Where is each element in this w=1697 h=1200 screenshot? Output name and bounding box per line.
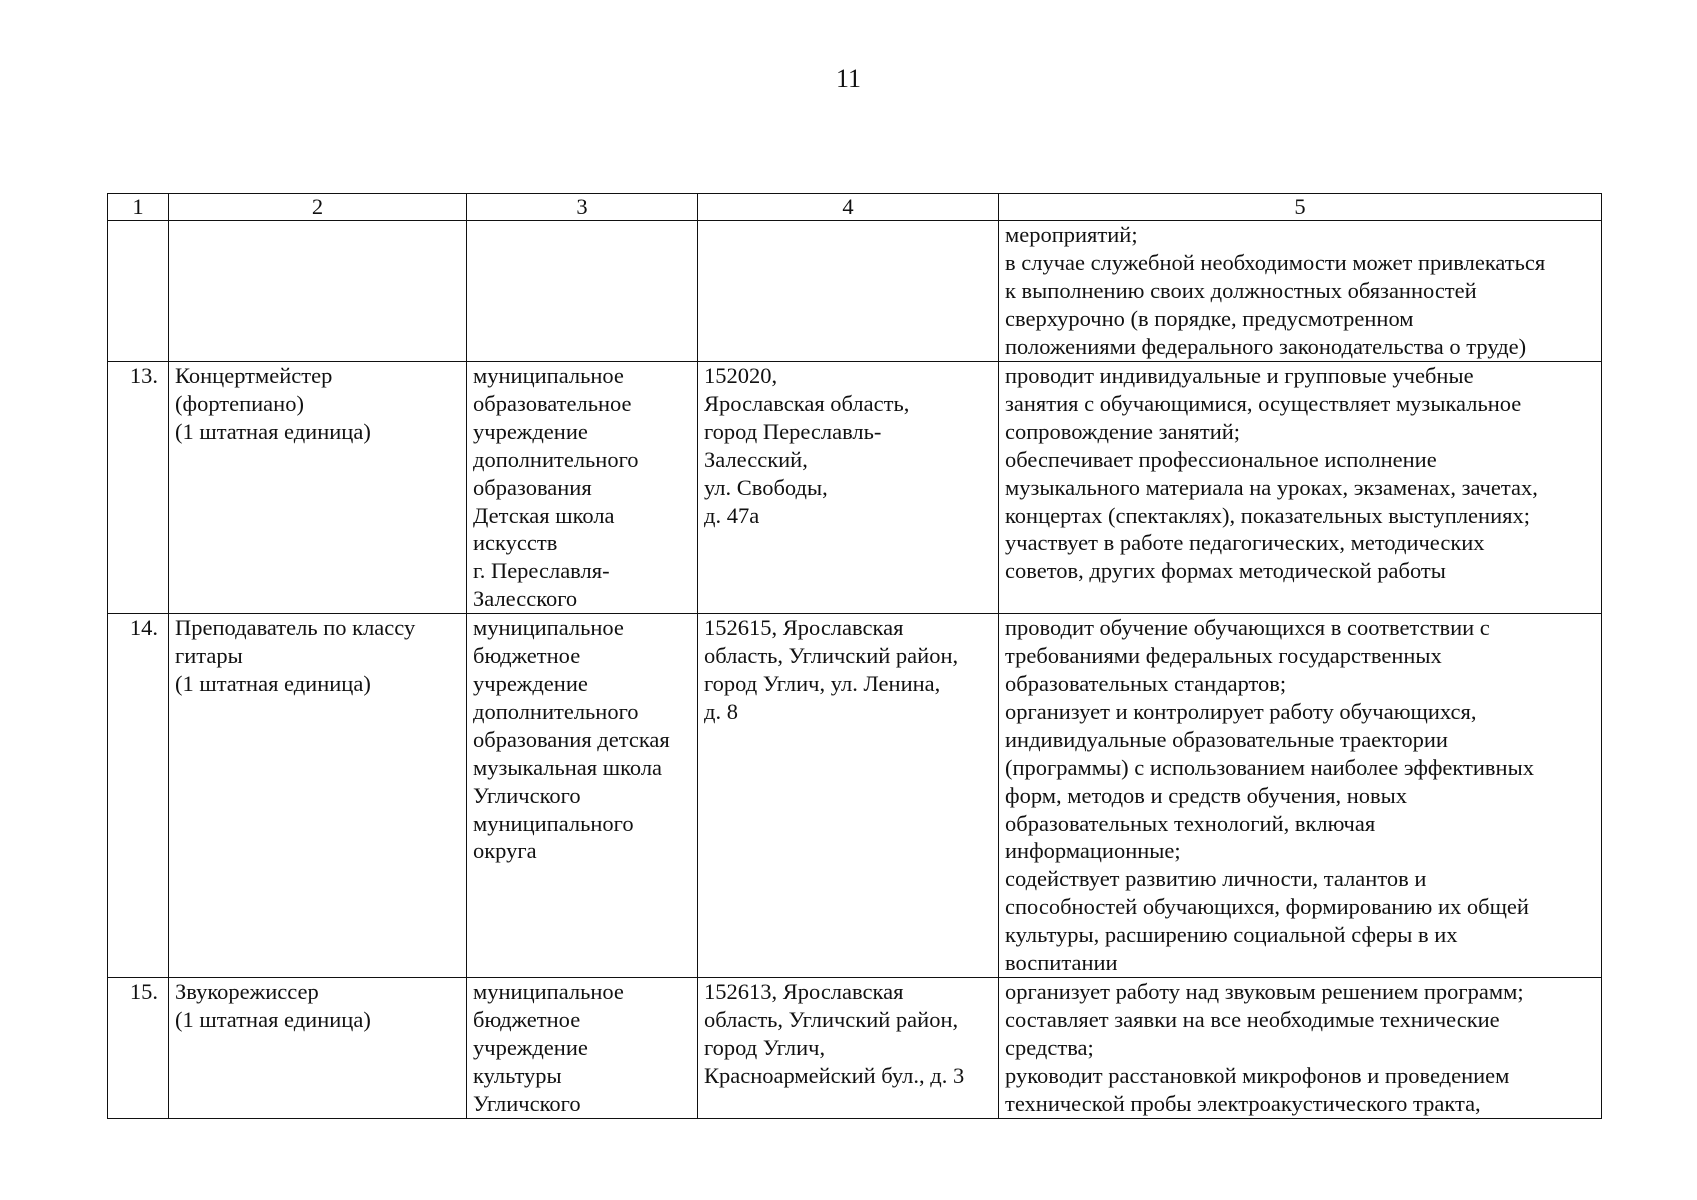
table-row xyxy=(108,362,1602,614)
table-row xyxy=(108,978,1602,1119)
row-number xyxy=(108,221,169,362)
row-number: 15. xyxy=(108,978,169,1119)
column-header: 1 xyxy=(108,194,169,221)
duties-cell: организует работу над звуковым решением программ; составляет заявки на все необходимые технические средства; руководит расстановкой микрофонов и проведением технической пробы электроакустического тракта, xyxy=(999,978,1602,1119)
position-cell: Концертмейстер (фортепиано) (1 штатная единица) xyxy=(169,362,467,614)
duties-cell: проводит индивидуальные и групповые учебные занятия с обучающимися, осуществляет музыкальное сопровождение занятий; обеспечивает профессиональное исполнение музыкального материала на уроках, экзаменах, зачетах, концертах (спектаклях), показательных выступлениях; участвует в работе педагогических, методических советов, других формах методической работы xyxy=(999,362,1602,614)
positions-table xyxy=(107,193,1602,1119)
position-cell xyxy=(169,221,467,362)
address-cell: 152020, Ярославская область, город Переславль- Залесский, ул. Свободы, д. 47а xyxy=(698,362,999,614)
page-number: 11 xyxy=(835,64,862,93)
institution-cell: муниципальное бюджетное учреждение дополнительного образования детская музыкальная школа Угличского муниципального округа xyxy=(467,614,698,978)
address-cell xyxy=(698,221,999,362)
address-cell: 152615, Ярославская область, Угличский район, город Углич, ул. Ленина, д. 8 xyxy=(698,614,999,978)
table-row xyxy=(108,221,1602,362)
position-cell: Звукорежиссер (1 штатная единица) xyxy=(169,978,467,1119)
row-number: 13. xyxy=(108,362,169,614)
institution-cell: муниципальное образовательное учреждение дополнительного образования Детская школа искусств г. Переславля- Залесского xyxy=(467,362,698,614)
position-cell: Преподаватель по классу гитары (1 штатная единица) xyxy=(169,614,467,978)
column-header: 3 xyxy=(467,194,698,221)
column-header: 4 xyxy=(698,194,999,221)
table-header-row xyxy=(108,194,1602,221)
institution-cell: муниципальное бюджетное учреждение культуры Угличского xyxy=(467,978,698,1119)
column-header: 2 xyxy=(169,194,467,221)
institution-cell xyxy=(467,221,698,362)
row-number: 14. xyxy=(108,614,169,978)
table-row xyxy=(108,614,1602,978)
column-header: 5 xyxy=(999,194,1602,221)
address-cell: 152613, Ярославская область, Угличский район, город Углич, Красноармейский бул., д. 3 xyxy=(698,978,999,1119)
duties-cell: проводит обучение обучающихся в соответствии с требованиями федеральных государственных образовательных стандартов; организует и контролирует работу обучающихся, индивидуальные образовательные траектории (программы) с использованием наиболее эффективных форм, методов и средств обучения, новых образовательных технологий, включая информационные; содействует развитию личности, талантов и способностей обучающихся, формированию их общей культуры, расширению социальной сферы в их воспитании xyxy=(999,614,1602,978)
duties-cell: мероприятий; в случае служебной необходимости может привлекаться к выполнению своих должностных обязанностей сверхурочно (в порядке, предусмотренном положениями федерального законодательства о труде) xyxy=(999,221,1602,362)
